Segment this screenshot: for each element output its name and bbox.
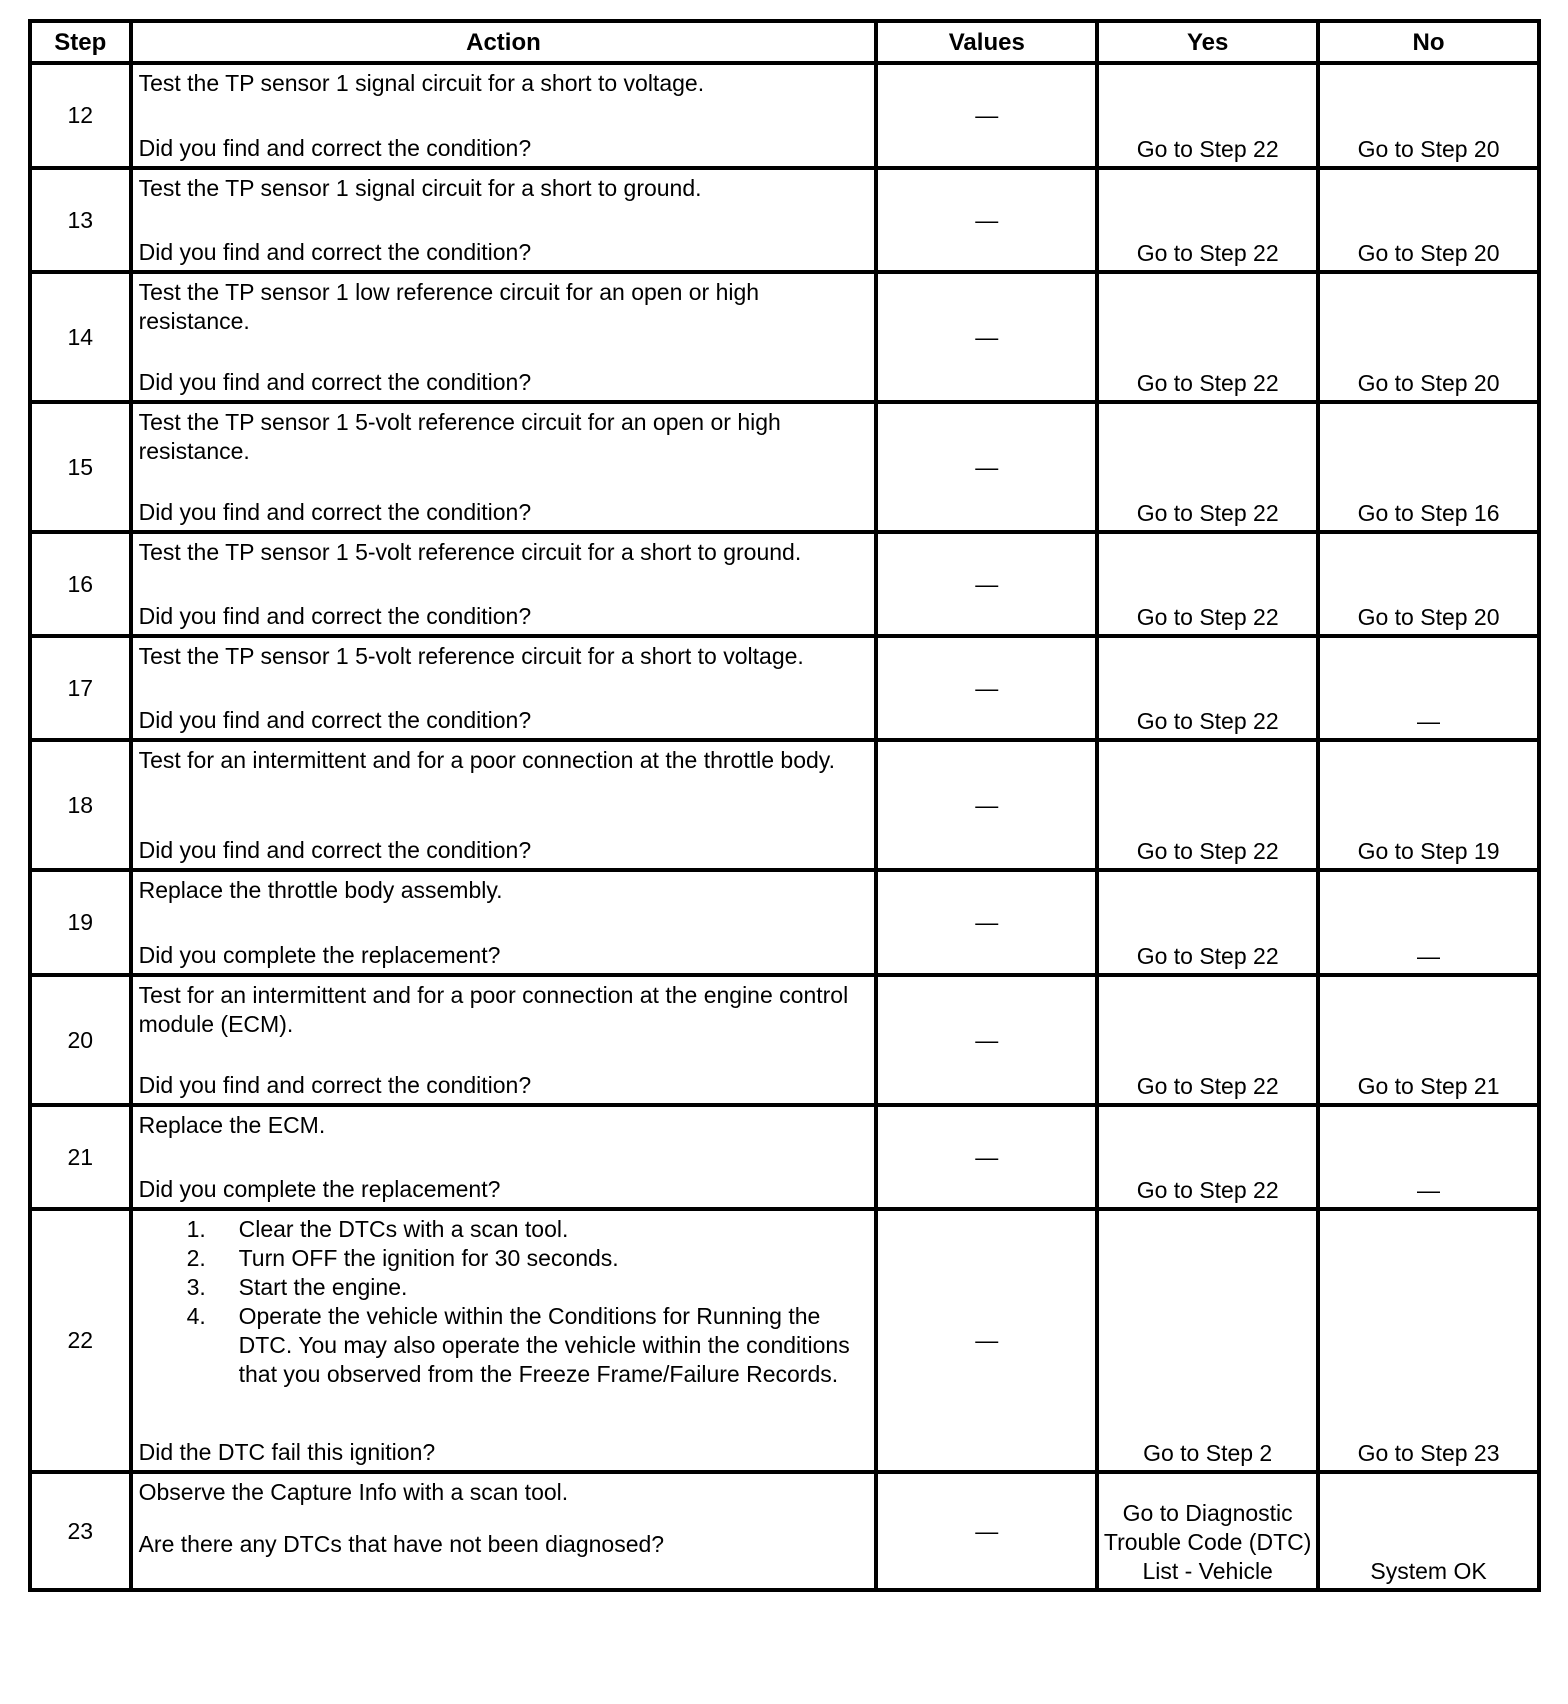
values-cell: —	[876, 975, 1097, 1105]
yes-cell: Go to Step 22	[1097, 740, 1318, 870]
procedure-step	[186, 1215, 869, 1244]
step-number: 15	[30, 402, 131, 532]
table-row	[30, 402, 1539, 532]
table-row	[30, 1209, 1539, 1472]
action-instruction: Replace the throttle body assembly.	[138, 877, 503, 903]
values-cell: —	[876, 1105, 1097, 1209]
header-row	[30, 21, 1539, 63]
step-number: 12	[30, 63, 131, 168]
yes-cell: Go to Step 22	[1097, 532, 1318, 636]
table-row	[30, 740, 1539, 870]
procedure-step-number: 3.	[186, 1274, 206, 1300]
values-cell: —	[876, 168, 1097, 272]
no-cell: —	[1318, 636, 1539, 740]
table-row	[30, 1472, 1539, 1590]
procedure-list	[139, 1215, 869, 1389]
no-cell: —	[1318, 1105, 1539, 1209]
action-cell	[131, 168, 877, 272]
action-instruction: Replace the ECM.	[138, 1112, 326, 1138]
procedure-step	[186, 1244, 869, 1273]
step-number: 18	[30, 740, 131, 870]
action-cell	[131, 63, 877, 168]
action-cell	[131, 532, 877, 636]
values-cell: —	[876, 532, 1097, 636]
action-question: Did you find and correct the condition?	[138, 1072, 532, 1098]
action-question: Did you find and correct the condition?	[138, 707, 532, 733]
no-cell: Go to Step 23	[1318, 1209, 1539, 1472]
yes-cell: Go to Step 22	[1097, 63, 1318, 168]
no-cell: —	[1318, 870, 1539, 975]
yes-cell: Go to Step 22	[1097, 1105, 1318, 1209]
step-number: 23	[30, 1472, 131, 1590]
header-values: Values	[876, 21, 1097, 63]
action-question: Did you find and correct the condition?	[138, 135, 532, 161]
yes-cell: Go to Step 22	[1097, 402, 1318, 532]
procedure-step	[186, 1273, 869, 1302]
table-row	[30, 272, 1539, 402]
diagnostic-table	[28, 19, 1541, 1592]
action-cell	[131, 870, 877, 975]
action-cell	[131, 1105, 877, 1209]
step-number: 20	[30, 975, 131, 1105]
step-number: 13	[30, 168, 131, 272]
action-instruction: Test the TP sensor 1 signal circuit for a short to ground.	[138, 175, 702, 201]
table-row	[30, 636, 1539, 740]
action-question: Did you find and correct the condition?	[138, 603, 532, 629]
action-instruction: Test for an intermittent and for a poor connection at the throttle body.	[138, 747, 835, 773]
action-question: Are there any DTCs that have not been diagnosed?	[138, 1531, 665, 1557]
values-cell: —	[876, 272, 1097, 402]
action-question: Did you find and correct the condition?	[138, 499, 532, 525]
yes-cell: Go to Step 22	[1097, 168, 1318, 272]
yes-cell: Go to Step 22	[1097, 636, 1318, 740]
action-instruction: Test for an intermittent and for a poor connection at the engine control module (ECM).	[138, 982, 849, 1037]
procedure-step-text: Start the engine.	[238, 1274, 408, 1300]
action-cell	[131, 1472, 877, 1590]
yes-cell: Go to Step 22	[1097, 870, 1318, 975]
step-number: 19	[30, 870, 131, 975]
header-step: Step	[30, 21, 131, 63]
step-number: 17	[30, 636, 131, 740]
no-cell: Go to Step 21	[1318, 975, 1539, 1105]
header-action: Action	[131, 21, 877, 63]
action-question: Did you complete the replacement?	[138, 1176, 501, 1202]
step-number: 21	[30, 1105, 131, 1209]
action-question: Did you find and correct the condition?	[138, 369, 532, 395]
procedure-step-text: Clear the DTCs with a scan tool.	[238, 1216, 569, 1242]
step-number: 22	[30, 1209, 131, 1472]
table-row	[30, 1105, 1539, 1209]
action-instruction: Test the TP sensor 1 low reference circuit for an open or high resistance.	[138, 279, 760, 334]
header-no: No	[1318, 21, 1539, 63]
no-cell: System OK	[1318, 1472, 1539, 1590]
action-question: Did you find and correct the condition?	[138, 837, 532, 863]
action-cell	[131, 1209, 877, 1472]
action-instruction: Test the TP sensor 1 signal circuit for a short to voltage.	[138, 70, 705, 96]
no-cell: Go to Step 20	[1318, 532, 1539, 636]
procedure-step-number: 1.	[186, 1216, 206, 1242]
action-cell	[131, 272, 877, 402]
table-row	[30, 168, 1539, 272]
values-cell: —	[876, 870, 1097, 975]
no-cell: Go to Step 20	[1318, 168, 1539, 272]
step-number: 14	[30, 272, 131, 402]
table-row	[30, 870, 1539, 975]
action-instruction: Test the TP sensor 1 5-volt reference circuit for a short to voltage.	[138, 643, 804, 669]
action-question: Did you find and correct the condition?	[138, 239, 532, 265]
header-yes: Yes	[1097, 21, 1318, 63]
action-cell	[131, 636, 877, 740]
table-row	[30, 975, 1539, 1105]
action-question: Did you complete the replacement?	[138, 942, 501, 968]
procedure-step-number: 4.	[186, 1303, 206, 1329]
yes-cell: Go to Diagnostic Trouble Code (DTC) List - Vehicle	[1097, 1472, 1318, 1590]
step-number: 16	[30, 532, 131, 636]
procedure-step-text: Turn OFF the ignition for 30 seconds.	[238, 1245, 619, 1271]
no-cell: Go to Step 20	[1318, 63, 1539, 168]
yes-cell: Go to Step 22	[1097, 975, 1318, 1105]
action-cell	[131, 402, 877, 532]
procedure-step-number: 2.	[186, 1245, 206, 1271]
no-cell: Go to Step 19	[1318, 740, 1539, 870]
yes-cell: Go to Step 2	[1097, 1209, 1318, 1472]
values-cell: —	[876, 1209, 1097, 1472]
values-cell: —	[876, 402, 1097, 532]
procedure-step-text: Operate the vehicle within the Conditions for Running the DTC. You may also operate the vehicle within the conditions that you observed from the Freeze Frame/Failure Records.	[238, 1303, 850, 1387]
action-question: Did the DTC fail this ignition?	[138, 1439, 436, 1465]
action-cell	[131, 740, 877, 870]
table-row	[30, 532, 1539, 636]
yes-cell: Go to Step 22	[1097, 272, 1318, 402]
values-cell: —	[876, 1472, 1097, 1590]
action-instruction: Test the TP sensor 1 5-volt reference circuit for an open or high resistance.	[138, 409, 781, 464]
no-cell: Go to Step 20	[1318, 272, 1539, 402]
action-cell	[131, 975, 877, 1105]
values-cell: —	[876, 63, 1097, 168]
procedure-step	[186, 1302, 869, 1389]
values-cell: —	[876, 636, 1097, 740]
table-row	[30, 63, 1539, 168]
no-cell: Go to Step 16	[1318, 402, 1539, 532]
values-cell: —	[876, 740, 1097, 870]
action-instruction: Test the TP sensor 1 5-volt reference circuit for a short to ground.	[138, 539, 802, 565]
action-instruction: Observe the Capture Info with a scan tool.	[138, 1479, 569, 1505]
